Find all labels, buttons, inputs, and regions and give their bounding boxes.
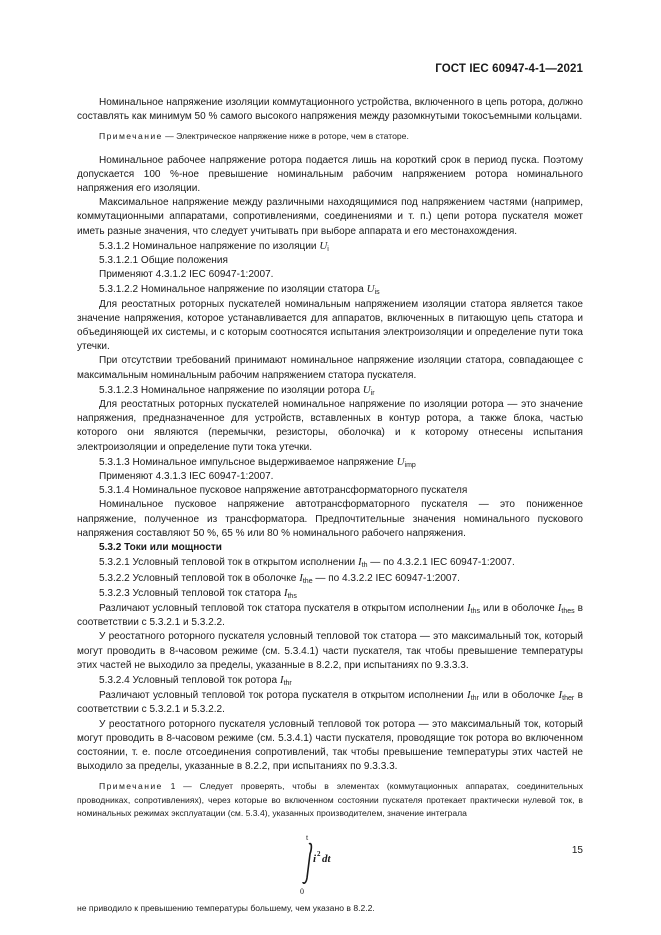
clause-heading — [77, 239, 583, 254]
note-text: — Электрическое напряжение ниже в роторе, чем в статоре. — [162, 131, 409, 142]
paragraph: Максимальное напряжение между различными находящимися под напряжением частями (например, коммутационными аппаратами, сопротивлениями, соединениями и т. п.) цепи ротора пускателя может иметь разные значения, что следует учитывать при выборе аппарата и его местонахождения. — [77, 197, 583, 237]
clause-heading — [77, 586, 583, 601]
clause-text: 5.3.1.2.2 Номинальное напряжение по изоляции статора — [99, 284, 367, 296]
clause-heading — [77, 673, 583, 688]
paragraph: не приводило к превышению температуры большему, чем указано в 8.2.2. — [77, 902, 375, 913]
clause-text: 5.3.2.3 Условный тепловой ток статора — [99, 587, 284, 599]
symbol-subscript: i — [327, 245, 329, 253]
symbol: I — [466, 601, 471, 614]
note-label: Примечание — [99, 131, 163, 142]
paragraph: Номинальное рабочее напряжение ротора подается лишь на короткий срок в период пуска. Поэтому допускается 100 %-ное превышение номинальным рабочим напряжением ротора номинального напряжения его изоляции. — [77, 154, 583, 195]
note — [77, 780, 583, 820]
clause-text: 5.3.1.2.3 Номинальное напряжение по изоляции ротора — [99, 384, 363, 396]
clause-text: 5.3.2.2 Условный тепловой ток в оболочке — [99, 572, 300, 584]
symbol: U — [362, 383, 371, 396]
symbol-subscript: th — [361, 562, 368, 570]
symbol: I — [283, 586, 288, 599]
paragraph-text: Различают условный тепловой ток ротора пускателя в открытом исполнении — [99, 690, 468, 702]
symbol-subscript: ir — [370, 389, 375, 397]
integral-upper-limit: t — [306, 832, 309, 842]
clause-text: Применяют 4.3.1.3 IEC 60947-1:2007. — [99, 471, 274, 483]
integral-lower-limit: 0 — [300, 886, 304, 896]
note — [77, 130, 583, 143]
section-heading: 5.3.2 Токи или мощности — [99, 542, 222, 554]
symbol: I — [467, 689, 471, 702]
clause-text: Применяют 4.3.1.2 IEC 60947-1:2007. — [99, 269, 274, 281]
symbol-subscript: ths — [470, 607, 480, 615]
clause-heading — [77, 571, 583, 586]
differential: dt — [322, 852, 331, 865]
symbol: I — [279, 673, 284, 686]
paragraph: Номинальное напряжение изоляции коммутационного устройства, включенного в цепь ротора, должно составлять как минимум 50 % самого высокого напряжения между разомкнутыми токосъемными кольцами. — [77, 97, 583, 123]
symbol-subscript: the — [302, 577, 313, 585]
document-header: ГОСТ IEC 60947-4-1—2021 — [435, 63, 583, 75]
clause-heading — [77, 455, 583, 470]
clause-text: 5.3.2.4 Условный тепловой ток ротора — [99, 674, 280, 686]
symbol: I — [299, 571, 303, 584]
symbol: I — [357, 556, 362, 569]
integrand-power: 2 — [317, 849, 321, 858]
clause-heading — [77, 555, 583, 570]
page-number: 15 — [571, 845, 583, 856]
symbol-subscript: is — [374, 289, 380, 297]
clause-text: 5.3.1.3 Номинальное импульсное выдерживаемое напряжение — [99, 456, 397, 468]
paragraph-text: Различают условный тепловой ток статора пускателя в открытом исполнении — [99, 602, 467, 614]
paragraph: Для реостатных роторных пускателей номинальным напряжением изоляции статора является такое значение напряжения, которое устанавливается для аппаратов, включенных в питающую цепь статора и объединяющей их системы, и с которым соотносятся испытания электроизоляции и определение пути тока утечки. — [77, 298, 583, 353]
clause-heading — [77, 282, 583, 297]
symbol-subscript: thr — [470, 695, 479, 703]
clause-heading: 5.3.1.2.1 Общие положения — [99, 255, 228, 267]
symbol-subscript: ths — [287, 592, 297, 600]
paragraph — [77, 601, 583, 630]
paragraph: Для реостатных роторных пускателей номинальное напряжение по изоляции ротора — это значение напряжения, предназначенное для устройств, вставленных в контур ротора, а также блока, частью которого они являются (перемычки, резисторы, оболочка) и к которому отнесены испытания электроизоляции и определение пути тока утечки. — [77, 399, 583, 453]
note-label: Примечание — [99, 781, 163, 792]
clause-heading: 5.3.1.4 Номинальное пусковое напряжение автотрансформаторного пускателя — [99, 485, 468, 497]
paragraph: У реостатного роторного пускателя условный тепловой ток ротора — это максимальный ток, который могут проводить в 8-часовом режиме (см. 5.3.4.1) части пускателя, проводящие ток ротора во включенном состоянии, т. е. после отсоединения сопротивлений, так чтобы превышение температуры этих частей не выходило за пределы, указанные в 8.2.2, при испытаниях по 9.3.3.3. — [77, 718, 583, 773]
symbol: U — [396, 455, 405, 468]
paragraph: При отсутствии требований принимают номинальное напряжение изоляции статора, совпадающее с максимальным номинальным рабочим напряжением статора пускателя. — [77, 355, 583, 381]
clause-text: — по 4.3.2.2 IEC 60947-1:2007. — [312, 572, 460, 584]
symbol: I — [557, 601, 562, 614]
symbol-subscript: thr — [283, 679, 292, 687]
clause-text: 5.3.1.2 Номинальное напряжение по изоляции — [99, 240, 320, 252]
symbol: U — [319, 239, 328, 252]
note-text: 1 — Следует проверять, чтобы в элементах (коммутационных аппаратах, соединительных проводниках, сопротивлениях), через которые во включенном состоянии пускателя протекает практически нулевой ток, в номинальных режимах эксплуатации (см. 5.3.4), указанных производителем, значение интеграла — [77, 781, 583, 818]
paragraph-text: или в оболочке — [478, 690, 559, 702]
clause-heading — [77, 383, 583, 398]
paragraph: У реостатного роторного пускателя условный тепловой ток статора — это максимальный ток, который могут проводить в 8-часовом режиме (см. 5.3.4.1) части пускателя, так чтобы превышение температуры этих частей не выходило за пределы, указанные в 8.2.2, при испытаниях по 9.3.3.3. — [77, 631, 583, 671]
paragraph — [77, 688, 583, 717]
symbol: I — [558, 689, 563, 702]
integrand-symbol: i — [313, 852, 317, 865]
paragraph: Номинальное пусковое напряжение автотрансформаторного пускателя — это пониженное напряжение, полученное из трансформатора. Предпочтительные значения номинального пускового напряжения составляют 50 %, 65 % или 80 % номинального рабочего напряжения. — [77, 499, 583, 539]
symbol-subscript: ther — [562, 695, 575, 703]
paragraph-text: в соответствии с 5.3.2.1 и 5.3.2.2. — [77, 690, 583, 716]
clause-text: 5.3.2.1 Условный тепловой ток в открытом исполнении — [99, 557, 358, 569]
integral-formula-graphic — [296, 830, 356, 902]
page-body — [77, 96, 583, 915]
symbol: U — [366, 283, 375, 296]
symbol-subscript: thes — [561, 607, 575, 615]
integral-formula — [77, 830, 583, 902]
paragraph-text: или в оболочке — [479, 602, 558, 614]
paragraph-text: в соответствии с 5.3.2.1 и 5.3.2.2. — [77, 602, 583, 629]
clause-text: — по 4.3.2.1 IEC 60947-1:2007. — [367, 557, 515, 569]
integral-sign — [303, 844, 311, 884]
symbol-subscript: imp — [404, 461, 416, 469]
